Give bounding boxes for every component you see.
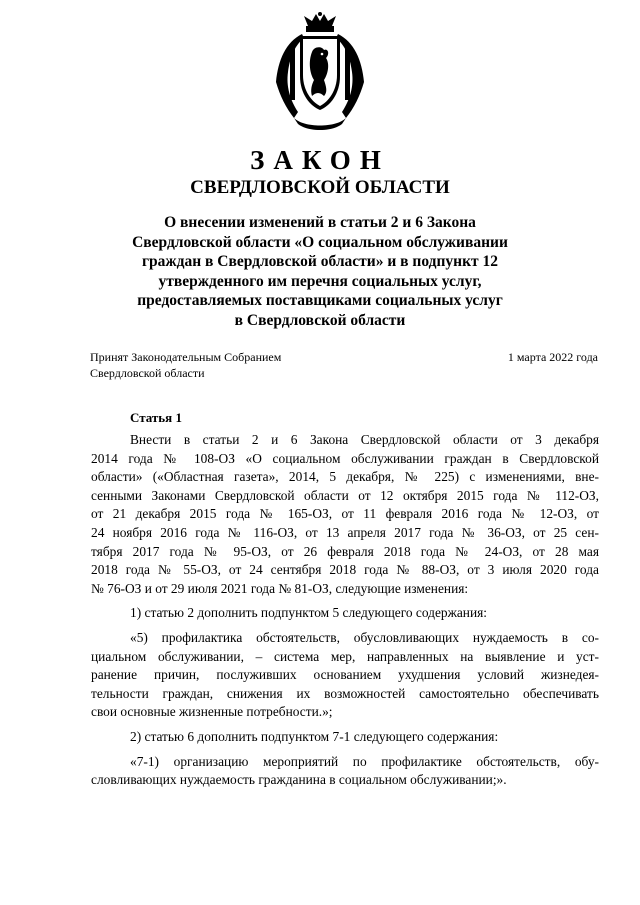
article-title: Статья 1 xyxy=(130,410,182,425)
heading-line: О внесении изменений в статьи 2 и 6 Закона xyxy=(164,214,476,231)
law-heading xyxy=(110,213,530,330)
quote-line: «5) профилактика обстоятельств, обусловливающих нуждаемость в со- xyxy=(130,629,599,645)
quote-line: свои основные жизненные потребности.»; xyxy=(91,704,333,720)
heading-line: утвержденного им перечня социальных услуг, xyxy=(158,272,482,290)
heading-line: Свердловской области «О социальном обслуживании xyxy=(132,233,508,251)
adoption-note xyxy=(90,349,350,381)
text-line: № 76-ОЗ и от 29 июля 2021 года № 81-ОЗ, следующие изменения: xyxy=(91,580,469,596)
heading-line: предоставляемых поставщиками социальных услуг xyxy=(137,292,503,309)
region-title: СВЕРДЛОВСКОЙ ОБЛАСТИ xyxy=(190,177,450,198)
heading-line: в Свердловской области xyxy=(234,311,406,329)
text-line: Внести в статьи 2 и 6 Закона Свердловской области от 3 декабря xyxy=(130,432,599,447)
law-title: ЗАКОН xyxy=(250,145,390,175)
heading-line: граждан в Свердловской области» и в подпункт 12 xyxy=(141,253,499,270)
quote-line: тельности граждан, снижения их возможностей самостоятельно обеспечивать xyxy=(91,685,599,701)
coat-of-arms-sverdlovsk-icon xyxy=(268,12,372,134)
quote-line: циальном обслуживании, – система мер, направленных на выявление и уст- xyxy=(91,648,599,664)
text-line: 2014 года № 108-ОЗ «О социальном обслуживании граждан в Свердловской xyxy=(91,450,599,466)
amendment-item-1: 1) статью 2 дополнить подпунктом 5 следующего содержания: xyxy=(130,605,488,621)
quote-line: «7-1) организацию мероприятий по профилактике обстоятельств, обу- xyxy=(130,753,599,769)
adoption-line: Свердловской области xyxy=(90,366,205,380)
text-line: тября 2017 года № 95-ОЗ, от 26 февраля 2018 года № 24-ОЗ, от 28 мая xyxy=(91,543,599,559)
text-line: области» («Областная газета», 2014, 5 декабря, № 225) с изменениями, вне- xyxy=(91,469,599,485)
amendment-item-2: 2) статью 6 дополнить подпунктом 7-1 следующего содержания: xyxy=(130,728,499,744)
article-body xyxy=(91,431,599,790)
text-line: от 21 декабря 2015 года № 165-ОЗ, от 11 февраля 2016 года № 12-ОЗ, от xyxy=(91,506,599,522)
text-line: 24 ноября 2016 года № 116-ОЗ, от 13 апреля 2017 года № 36-ОЗ, от 25 сен- xyxy=(91,524,599,540)
text-line: сенными Законами Свердловской области от 12 октября 2015 года № 112-ОЗ, xyxy=(91,487,599,503)
text-line: 2018 года № 55-ОЗ, от 24 сентября 2018 года № 88-ОЗ, от 3 июля 2020 года xyxy=(91,562,599,578)
quote-line: ранение причин, послуживших основанием ухудшения условий жизнедея- xyxy=(91,667,599,683)
adoption-line: Принят Законодательным Собранием xyxy=(90,350,282,364)
adoption-date: 1 марта 2022 года xyxy=(507,350,598,364)
quote-line: словливающих нуждаемость гражданина в социальном обслуживании;». xyxy=(91,772,507,788)
